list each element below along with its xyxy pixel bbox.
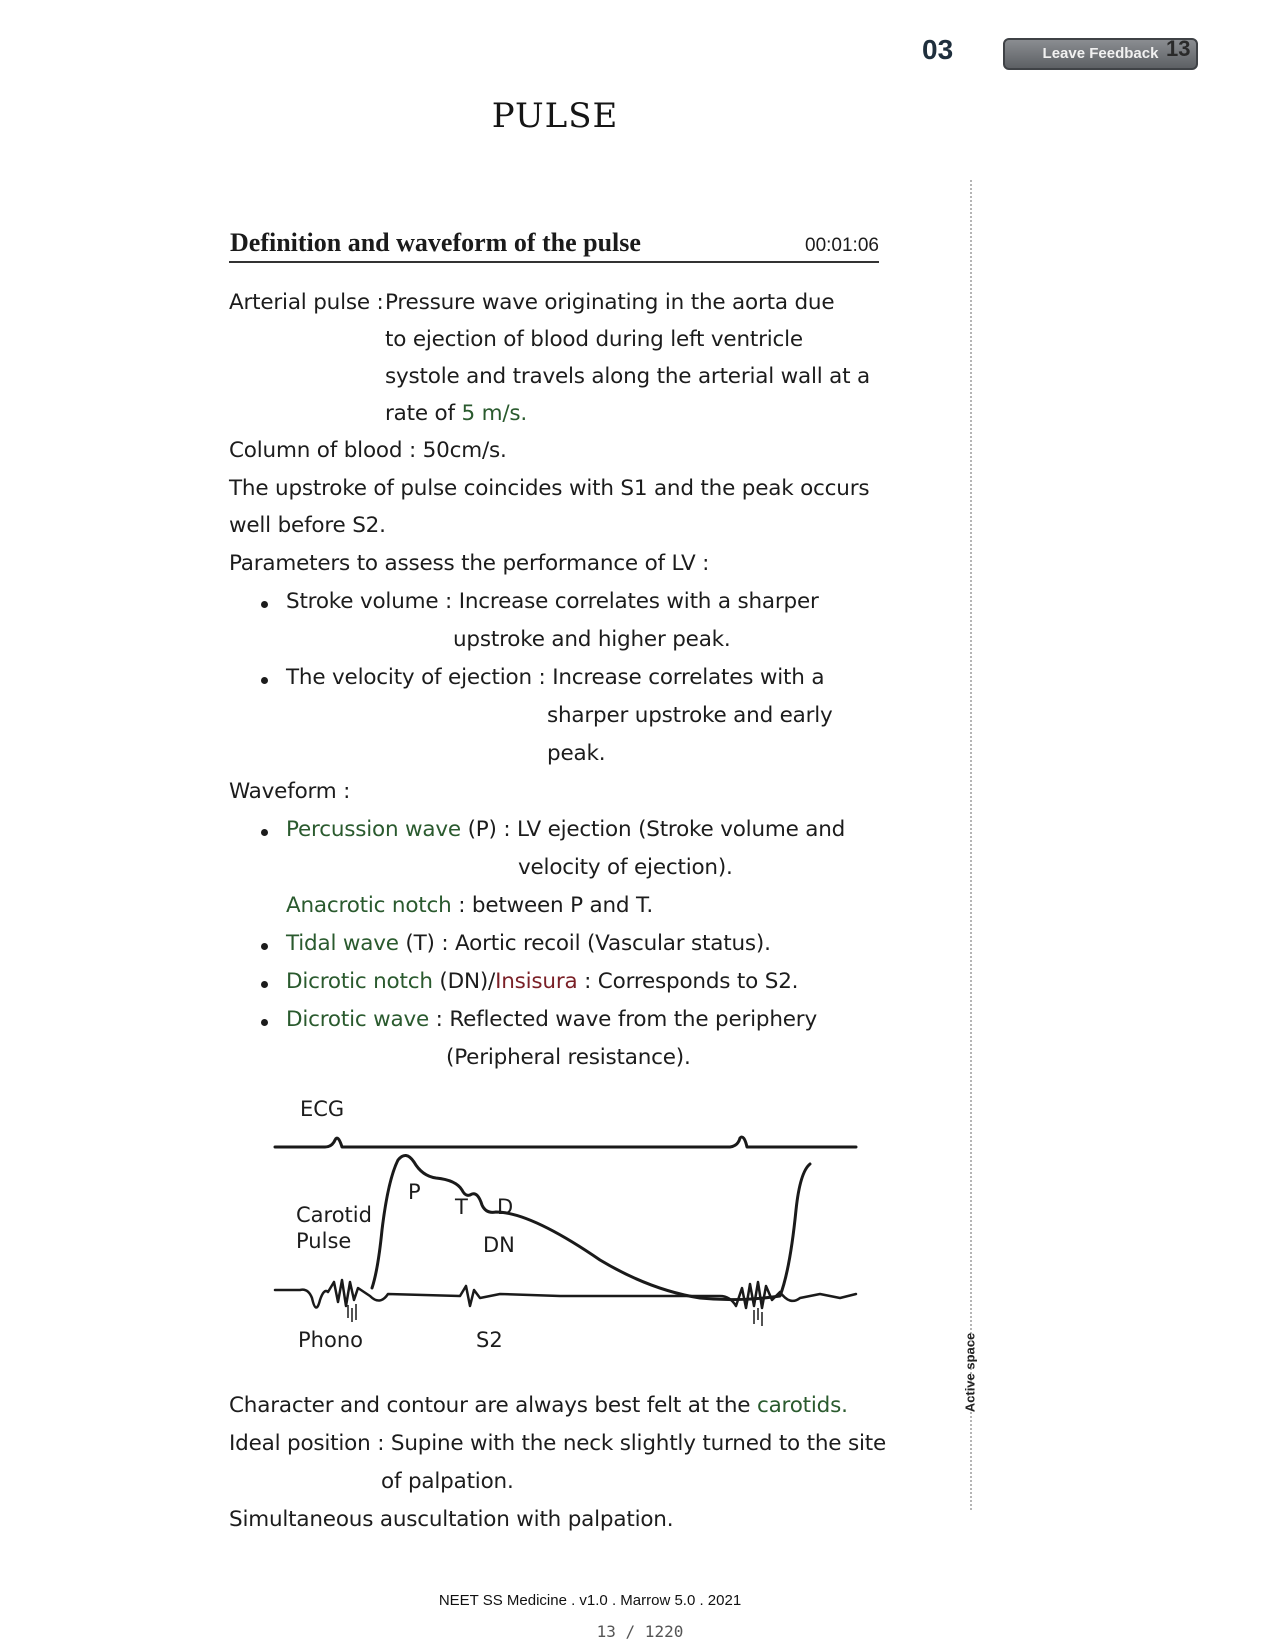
dicrotic-label: D	[497, 1195, 514, 1219]
section-title: Definition and waveform of the pulse	[230, 228, 641, 257]
s1-sound-marks	[348, 1304, 356, 1322]
upstroke-line-2: well before S2.	[229, 513, 386, 538]
video-timestamp[interactable]: 00:01:06	[805, 235, 879, 256]
pulse-waveform-diagram	[260, 1120, 860, 1350]
bullet-dot	[261, 981, 268, 988]
anacrotic-notch-label: Anacrotic notch	[286, 893, 452, 918]
corner-page-number: 13	[1166, 36, 1191, 61]
dicrotic-notch-abbrev: (DN)/	[432, 969, 496, 994]
bullet-dot	[261, 943, 268, 950]
phono-label: Phono	[298, 1328, 363, 1352]
dicrotic-wave-text: : Reflected wave from the periphery	[429, 1007, 817, 1032]
active-space-label: Active space	[962, 1332, 978, 1413]
percussion-wave-line-1	[286, 817, 845, 842]
stroke-volume-text: Increase correlates with a sharper	[458, 589, 819, 614]
arterial-line-4	[385, 401, 527, 426]
bullet-dot	[261, 1019, 268, 1026]
ideal-position-line-1: Ideal position : Supine with the neck slightly turned to the site	[229, 1431, 886, 1456]
leave-feedback-button[interactable]: Leave Feedback	[1003, 38, 1198, 70]
percussion-wave-line-2: velocity of ejection).	[518, 855, 733, 880]
column-of-blood: Column of blood : 50cm/s.	[229, 438, 507, 463]
carotid-pulse-trace	[372, 1155, 810, 1299]
simultaneous-line: Simultaneous auscultation with palpation.	[229, 1507, 674, 1532]
bullet-dot	[261, 829, 268, 836]
dicrotic-notch-label: Dicrotic notch	[286, 969, 433, 994]
character-line	[229, 1393, 848, 1418]
percussion-peak-label: P	[408, 1180, 421, 1204]
dicrotic-wave-line-2: (Peripheral resistance).	[446, 1045, 691, 1070]
velocity-label: The velocity of ejection :	[286, 665, 553, 690]
stroke-volume-line-1	[286, 589, 819, 614]
rate-value: 5 m/s.	[461, 401, 528, 426]
tidal-wave-text: (T) : Aortic recoil (Vascular status).	[398, 931, 771, 956]
dicrotic-notch-text: : Corresponds to S2.	[577, 969, 799, 994]
character-text: Character and contour are always best felt at the	[229, 1393, 757, 1418]
bullet-dot	[261, 677, 268, 684]
stroke-volume-label: Stroke volume :	[286, 589, 459, 614]
velocity-text: Increase correlates with a	[552, 665, 825, 690]
page-indicator: 13 / 1220	[596, 1622, 684, 1641]
upstroke-line-1: The upstroke of pulse coincides with S1 and the peak occurs	[229, 476, 870, 501]
arterial-line-2: to ejection of blood during left ventricle	[385, 327, 803, 352]
pulse-label: Pulse	[296, 1229, 352, 1253]
s2-label: S2	[476, 1328, 503, 1352]
ideal-position-line-2: of palpation.	[381, 1469, 514, 1494]
rate-text: rate of	[385, 401, 462, 426]
percussion-wave-text: (P) : LV ejection (Stroke volume and	[460, 817, 846, 842]
dicrotic-notch-line	[286, 969, 798, 994]
dicrotic-wave-line-1	[286, 1007, 817, 1032]
carotids-text: carotids.	[756, 1393, 848, 1418]
carotid-label: Carotid	[296, 1203, 372, 1227]
tidal-wave-label: Tidal wave	[286, 931, 399, 956]
arterial-pulse-label: Arterial pulse :	[229, 290, 384, 315]
arterial-line-3: systole and travels along the arterial wall at a	[385, 364, 870, 389]
margin-divider	[970, 180, 972, 1510]
dicrotic-notch-fig-label: DN	[483, 1233, 515, 1257]
phono-trace	[275, 1280, 856, 1308]
stroke-volume-line-2: upstroke and higher peak.	[453, 627, 731, 652]
ecg-label: ECG	[300, 1097, 345, 1121]
tidal-wave-line	[286, 931, 771, 956]
velocity-line-3: peak.	[547, 741, 606, 766]
footer-source: NEET SS Medicine . v1.0 . Marrow 5.0 . 2021	[438, 1592, 742, 1609]
chapter-number: 03	[922, 34, 954, 65]
waveform-heading: Waveform :	[229, 779, 351, 804]
velocity-line-1	[286, 665, 824, 690]
bullet-dot	[261, 601, 268, 608]
parameters-heading: Parameters to assess the performance of LV :	[229, 551, 710, 576]
section-divider	[229, 261, 879, 263]
velocity-line-2: sharper upstroke and early	[547, 703, 833, 728]
tidal-label: T	[455, 1195, 468, 1219]
ecg-trace	[275, 1137, 856, 1147]
percussion-wave-label: Percussion wave	[286, 817, 461, 842]
s1-sound-marks-late	[754, 1308, 762, 1326]
page-title: PULSE	[491, 96, 619, 136]
arterial-line-1: Pressure wave originating in the aorta due	[385, 290, 835, 315]
dicrotic-wave-label: Dicrotic wave	[286, 1007, 430, 1032]
anacrotic-notch-line	[286, 893, 653, 918]
insisura-label: Insisura	[495, 969, 578, 994]
anacrotic-notch-text: : between P and T.	[451, 893, 653, 918]
